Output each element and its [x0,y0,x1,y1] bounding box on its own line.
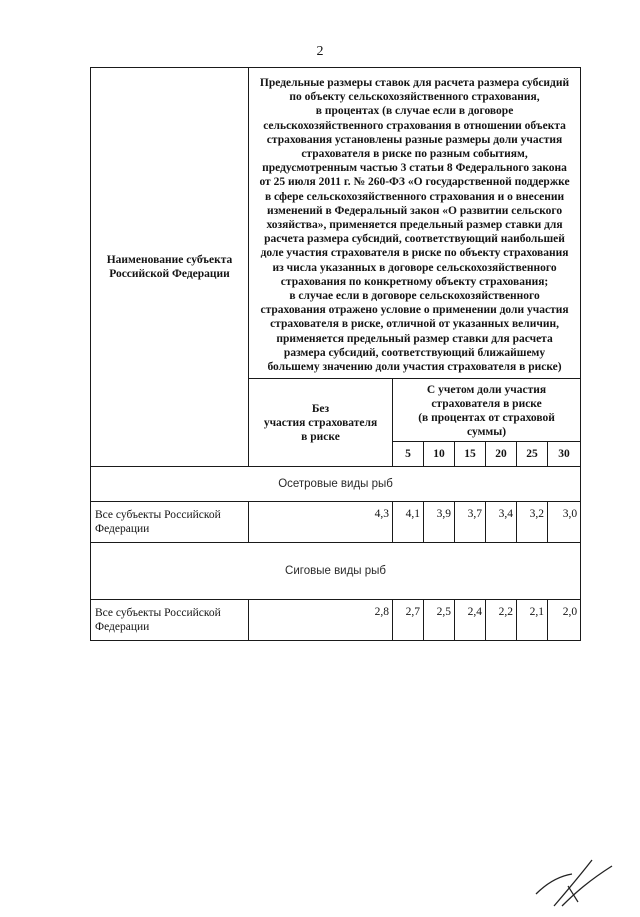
rate-value-cell: 2,4 [455,600,486,641]
rate-header-line: страхования по конкретному объекту страхования; [280,275,549,288]
rate-header-line: большему значению доли участия страхователя в риске) [267,361,562,374]
rate-header-line: из числа указанных в договоре сельскохозяйственного [272,261,557,274]
rate-value-cell: 2,7 [393,600,424,641]
rate-header-line: хозяйства», применяется предельный размер ставки для [266,219,563,232]
with-header-line: (в процентах от страховой [418,412,555,425]
with-header-line: страхователя в риске [431,398,542,411]
rate-header-line: в процентах (в случае если в договоре [315,105,514,118]
without-header-line: участия страхователя [263,416,378,429]
rate-header-line: от 25 июля 2011 г. № 260-ФЗ «О государственной поддержке [259,176,570,189]
rate-header-line: изменений в Федеральный закон «О развитии сельского [266,204,563,217]
rate-header-line: страхования отражено условие о применении доли участия [260,304,569,317]
section-row [91,543,581,600]
rate-header-line: Предельные размеры ставок для расчета размера субсидий [259,77,570,89]
rate-header-line: по объекту сельскохозяйственного страхования, [289,91,540,104]
rate-value-cell: 4,1 [393,502,424,543]
percent-column-header: 15 [455,442,486,467]
subject-cell: Все субъекты Российской Федерации [91,502,249,543]
data-row [91,600,581,641]
rate-value-cell: 3,4 [486,502,517,543]
rate-header-line: применяется предельный размер ставки для расчета [276,332,553,345]
rate-header-line: страхователя в риске, отличной от указанных величин, [270,318,559,331]
header-row-top [91,68,581,379]
without-participation-value: 2,8 [249,600,393,641]
data-row [91,502,581,543]
rate-value-cell: 2,5 [424,600,455,641]
rate-header-line: предусмотренным частью 3 статьи 8 Федерального закона [262,162,567,175]
rate-header-line: расчета размера субсидий, соответствующий наибольшей [264,233,565,246]
section-title: Сиговые виды рыб [91,543,581,600]
with-participation-header [393,379,581,442]
without-header-line: Без [311,402,330,415]
percent-column-header: 10 [424,442,455,467]
rate-header-line: страхования установлены разные размеры доли участия [266,133,563,146]
percent-column-header: 30 [548,442,581,467]
page-number: 2 [316,44,324,59]
without-participation-value: 4,3 [249,502,393,543]
rate-header-line: страхователя в риске по разным событиям, [301,148,528,161]
rate-header-line: в случае если в договоре сельскохозяйственного [289,290,540,303]
rate-header-line: в сфере сельскохозяйственного страхования и о внесении [264,190,565,203]
subject-cell: Все субъекты Российской Федерации [91,600,249,641]
rate-value-cell: 2,2 [486,600,517,641]
rate-header-line: доле участия страхователя в риске по объекту страхования [260,247,569,260]
rate-limits-header [249,68,581,379]
subject-name-header: Наименование субъекта Российской Федерации [91,68,249,467]
rate-value-cell: 3,9 [424,502,455,543]
subsidy-rates-table [90,67,581,641]
rate-header-line: размера субсидий, соответствующий ближайшему [283,346,546,359]
rate-limits-header-text [255,76,574,374]
rate-value-cell: 2,0 [548,600,581,641]
without-participation-header [249,379,393,467]
percent-column-header: 5 [393,442,424,467]
rate-value-cell: 3,0 [548,502,581,543]
without-header-line: в риске [301,430,340,443]
rate-header-line: сельскохозяйственного страхования в отношении объекта [263,119,566,132]
signature [532,852,616,908]
rate-value-cell: 2,1 [517,600,548,641]
rate-value-cell: 3,2 [517,502,548,543]
with-header-line: С учетом доли участия [426,384,547,397]
rate-value-cell: 3,7 [455,502,486,543]
with-header-line: суммы) [467,426,507,439]
percent-column-header: 25 [517,442,548,467]
section-row [91,467,581,502]
section-title: Осетровые виды рыб [91,467,581,502]
percent-column-header: 20 [486,442,517,467]
